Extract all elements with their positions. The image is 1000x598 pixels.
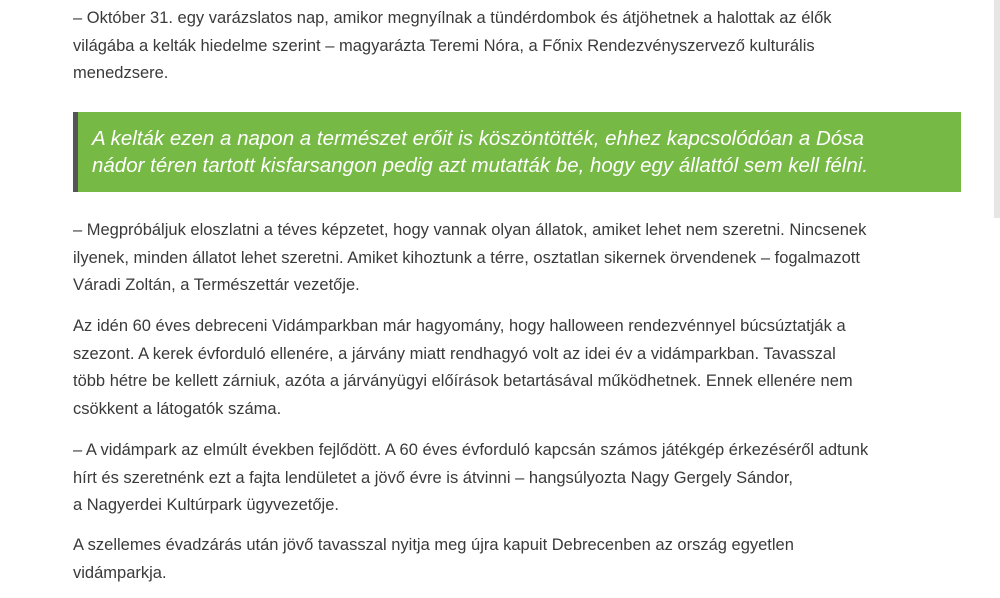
paragraph-line: szezont. A kerek évforduló ellenére, a járvány miatt rendhagyó volt az idei év a vidámparkban. Tavasszal bbox=[73, 344, 836, 363]
pull-quote bbox=[73, 112, 961, 192]
paragraph-line: hírt és szeretnénk ezt a fajta lendületet a jövő évre is átvinni – hangsúlyozta Nagy Gergely Sándor, bbox=[73, 468, 793, 487]
page-scrollbar[interactable] bbox=[994, 0, 1000, 218]
paragraph-line: menedzsere. bbox=[73, 64, 169, 82]
pull-quote-line: A kelták ezen a napon a természet erőit is köszöntötték, ehhez kapcsolódóan a Dósa bbox=[92, 127, 864, 150]
paragraph-line: csökkent a látogatók száma. bbox=[73, 399, 282, 418]
paragraph-line: a Nagyerdei Kultúrpark ügyvezetője. bbox=[73, 496, 339, 514]
article-paragraph bbox=[73, 532, 963, 587]
pull-quote-line: nádor téren tartott kisfarsangon pedig azt mutatták be, hogy egy állattól sem kell félni. bbox=[92, 154, 869, 177]
article-paragraph bbox=[73, 5, 963, 88]
paragraph-line: világába a kelták hiedelme szerint – magyarázta Teremi Nóra, a Főnix Rendezvényszervező kulturális bbox=[73, 36, 815, 55]
pull-quote-text bbox=[92, 125, 951, 179]
paragraph-line: Az idén 60 éves debreceni Vidámparkban már hagyomány, hogy halloween rendezvénnyel búcsúztatják a bbox=[73, 317, 846, 335]
paragraph-line: ilyenek, minden állatot lehet szeretni. Amiket kihoztunk a térre, osztatlan sikernek örvendenek – fogalmazott bbox=[73, 248, 860, 267]
paragraph-line: Váradi Zoltán, a Természettár vezetője. bbox=[73, 276, 360, 294]
paragraph-line: – Megpróbáljuk eloszlatni a téves képzetet, hogy vannak olyan állatok, amiket lehet nem szeretni. Nincsenek bbox=[73, 221, 867, 239]
paragraph-line: – A vidámpark az elmúlt években fejlődött. A 60 éves évforduló kapcsán számos játékgép érkezéséről adtunk bbox=[73, 441, 869, 459]
paragraph-line: – Október 31. egy varázslatos nap, amikor megnyílnak a tündérdombok és átjöhetnek a halottak az élők bbox=[73, 9, 832, 27]
paragraph-line: A szellemes évadzárás után jövő tavasszal nyitja meg újra kapuit Debrecenben az ország egyetlen bbox=[73, 536, 794, 554]
article-paragraph bbox=[73, 217, 963, 300]
article-paragraph bbox=[73, 437, 963, 520]
paragraph-line: vidámparkja. bbox=[73, 563, 167, 582]
article-paragraph bbox=[73, 313, 963, 423]
paragraph-line: több hétre be kellett zárniuk, azóta a járványügyi előírások betartásával működhetnek. Ennek ellenére nem bbox=[73, 372, 853, 390]
